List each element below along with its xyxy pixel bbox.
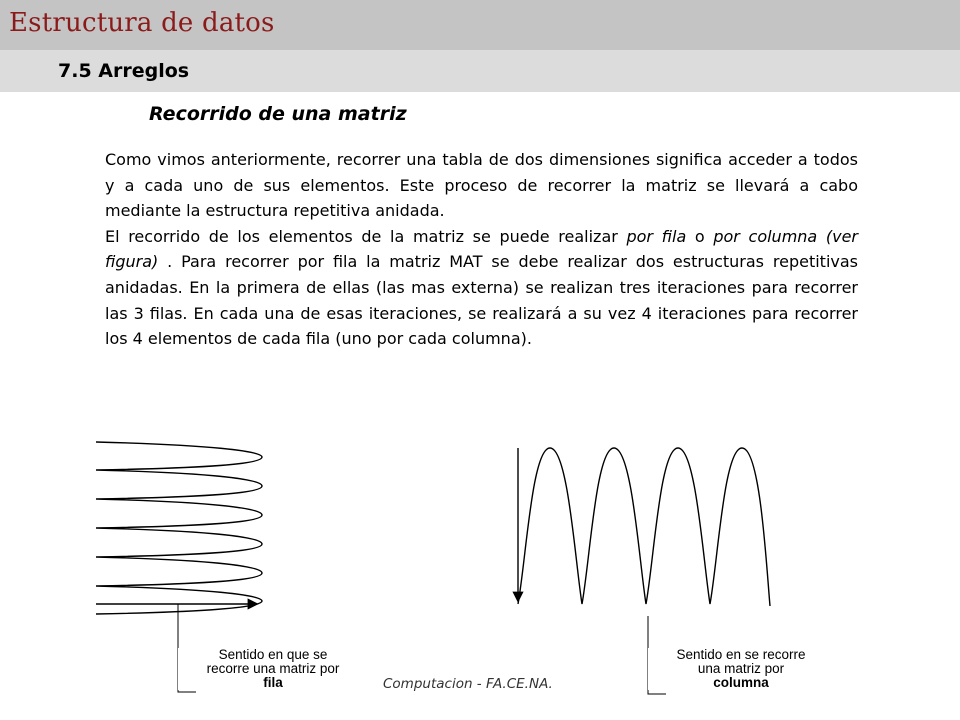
emphasis-por-fila: por fila <box>626 226 687 246</box>
page-title: Estructura de datos <box>9 8 275 38</box>
left-caption-line2: recorre una matriz por <box>206 661 340 676</box>
body-text <box>105 147 858 352</box>
paragraph-2-part2: o <box>686 226 714 246</box>
emphasis-por-columna: por columna (ver figura) <box>105 226 858 272</box>
right-caption-line1: Sentido en se recorre <box>676 647 806 662</box>
right-caption-line2: una matriz por <box>697 661 785 676</box>
left-caption-line1: Sentido en que se <box>218 647 328 662</box>
paragraph-2 <box>105 224 858 352</box>
paragraph-1: Como vimos anteriormente, recorrer una tabla de dos dimensiones significa acceder a todos y a cada uno de sus elementos. Este proceso de recorrer la matriz se llevará a cabo mediante la estructura repetitiva anidada. <box>105 150 858 221</box>
slide-heading: Recorrido de una matriz <box>149 103 407 125</box>
left-figure-caption <box>178 648 368 690</box>
section-title: 7.5 Arreglos <box>58 60 190 82</box>
row-traversal-zigzag <box>96 442 262 614</box>
right-figure-caption <box>648 648 834 690</box>
right-caption-line3: columna <box>713 675 769 690</box>
footer-text: Computacion - FA.CE.NA. <box>383 676 553 692</box>
paragraph-2-part3: . Para recorrer por fila la matriz MAT se debe realizar dos estructuras repetitivas anidadas. En la primera de ellas (las mas externa) se realizan tres iteraciones para recorrer las 3 filas. En cada una de esas iteraciones, se realizará a su vez 4 iteraciones para recorrer los 4 elementos de cada fila (uno por cada columna). <box>105 252 858 349</box>
column-traversal-arches <box>518 448 770 606</box>
left-caption-line3: fila <box>263 675 283 690</box>
paragraph-2-part1: El recorrido de los elementos de la matriz se puede realizar <box>105 226 627 246</box>
